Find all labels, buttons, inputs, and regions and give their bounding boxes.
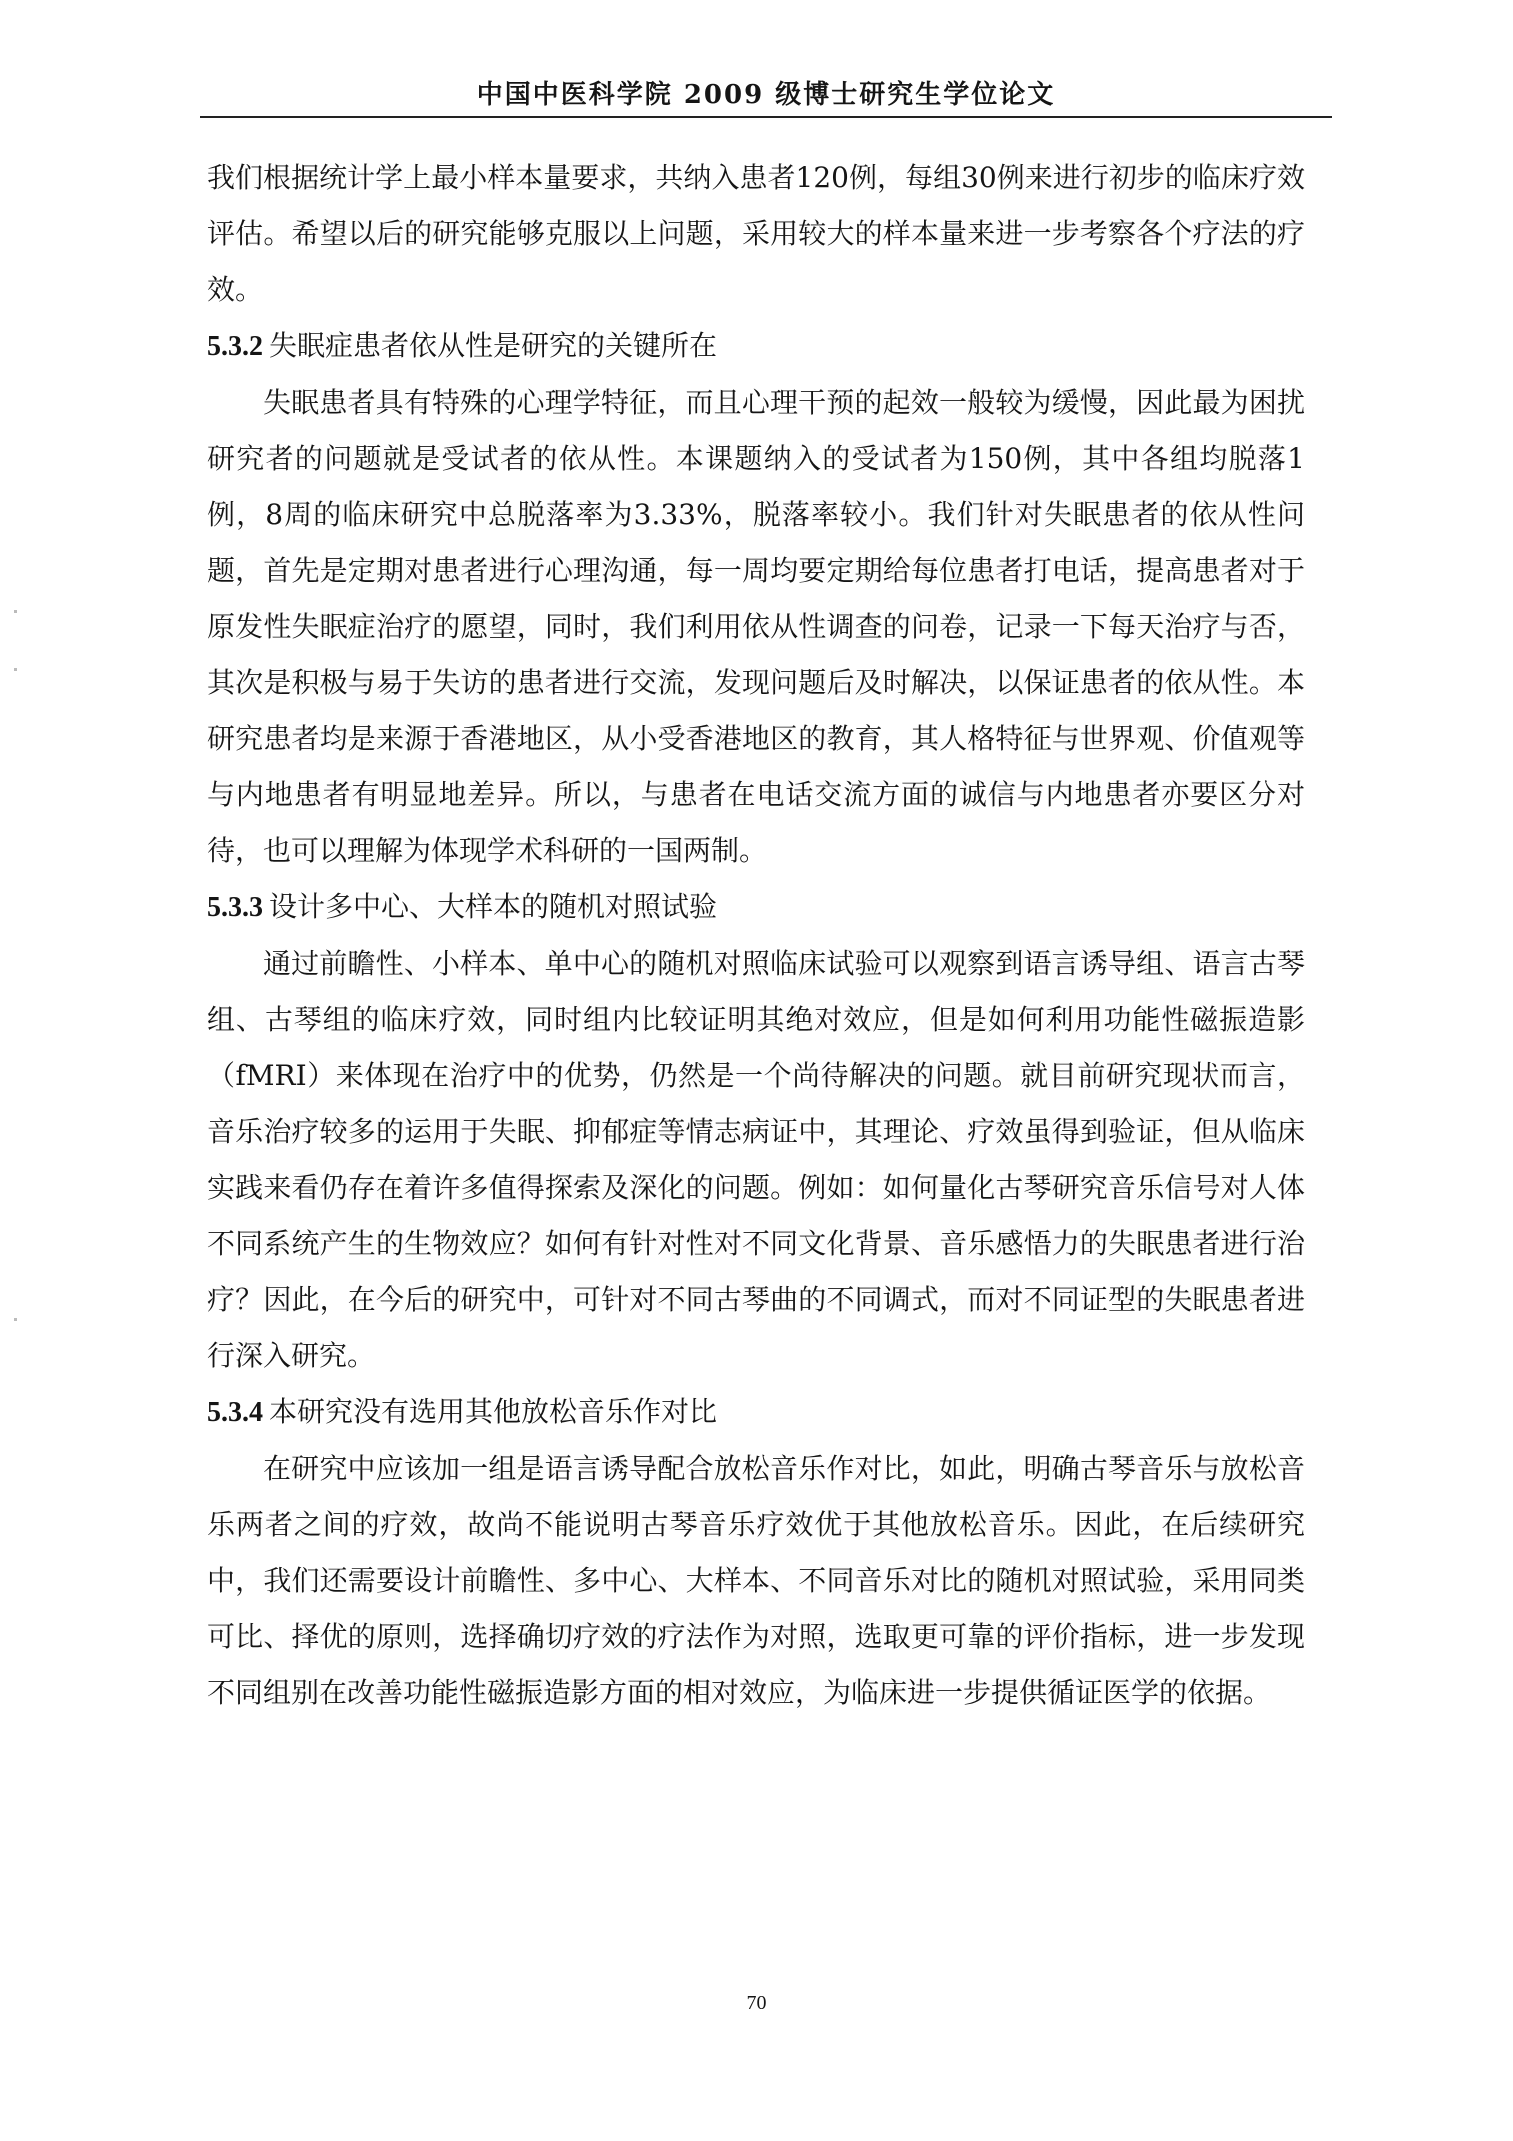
scan-speck — [14, 668, 17, 671]
section-title: 本研究没有选用其他放松音乐作对比 — [269, 1395, 718, 1428]
section-number: 5.3.2 — [207, 331, 263, 362]
paragraph-multicenter: 通过前瞻性、小样本、单中心的随机对照临床试验可以观察到语言诱导组、语言古琴组、古琴组的临床疗效，同时组内比较证明其绝对效应，但是如何利用功能性磁振造影（fMRI）来体现在治疗中的优势，仍然是一个尚待解决的问题。就目前研究现状而言，音乐治疗较多的运用于失眠、抑郁症等情志病证中，其理论、疗效虽得到验证，但从临床实践来看仍存在着许多值得探索及深化的问题。例如：如何量化古琴研究音乐信号对人体不同系统产生的生物效应？如何有针对性对不同文化背景、音乐感悟力的失眠患者进行治疗？因此，在今后的研究中，可针对不同古琴曲的不同调式，而对不同证型的失眠患者进行深入研究。 — [207, 947, 1305, 1372]
section-title: 失眠症患者依从性是研究的关键所在 — [269, 329, 718, 362]
paragraph-compliance: 失眠患者具有特殊的心理学特征，而且心理干预的起效一般较为缓慢，因此最为困扰研究者的问题就是受试者的依从性。本课题纳入的受试者为150例，其中各组均脱落1例，8周的临床研究中总脱落率为3.33%，脱落率较小。我们针对失眠患者的依从性问题，首先是定期对患者进行心理沟通，每一周均要定期给每位患者打电话，提高患者对于原发性失眠症治疗的愿望，同时，我们利用依从性调查的问卷，记录一下每天治疗与否，其次是积极与易于失访的患者进行交流，发现问题后及时解决，以保证患者的依从性。本研究患者均是来源于香港地区，从小受香港地区的教育，其人格特征与世界观、价值观等与内地患者有明显地差异。所以，与患者在电话交流方面的诚信与内地患者亦要区分对待，也可以理解为体现学术科研的一国两制。 — [207, 386, 1305, 867]
header-rule — [200, 116, 1332, 118]
running-header: 中国中医科学院 2009 级博士研究生学位论文 — [476, 80, 1056, 110]
section-heading-5-3-3 — [207, 879, 1305, 936]
page-number: 70 — [746, 1992, 767, 2014]
body-text — [207, 150, 1305, 1721]
paragraph-sample-size: 我们根据统计学上最小样本量要求，共纳入患者120例，每组30例来进行初步的临床疗效评估。希望以后的研究能够克服以上问题，采用较大的样本量来进一步考察各个疗法的疗效。 — [207, 161, 1305, 306]
scan-speck — [14, 1318, 17, 1321]
section-heading-5-3-2 — [207, 318, 1305, 375]
section-heading-5-3-4 — [207, 1384, 1305, 1441]
scan-speck — [14, 610, 17, 613]
paragraph-relaxation-music: 在研究中应该加一组是语言诱导配合放松音乐作对比，如此，明确古琴音乐与放松音乐两者之间的疗效，故尚不能说明古琴音乐疗效优于其他放松音乐。因此，在后续研究中，我们还需要设计前瞻性、多中心、大样本、不同音乐对比的随机对照试验，采用同类可比、择优的原则，选择确切疗效的疗法作为对照，选取更可靠的评价指标，进一步发现不同组别在改善功能性磁振造影方面的相对效应，为临床进一步提供循证医学的依据。 — [207, 1452, 1305, 1709]
section-title: 设计多中心、大样本的随机对照试验 — [269, 890, 718, 923]
section-number: 5.3.3 — [207, 892, 263, 923]
section-number: 5.3.4 — [207, 1397, 263, 1428]
